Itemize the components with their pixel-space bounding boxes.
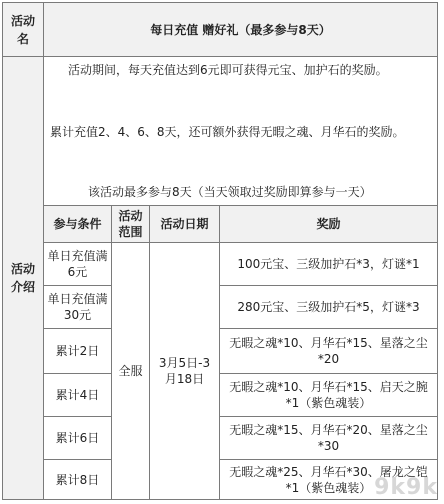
condition-cell-3: 累计2日 xyxy=(43,328,112,374)
intro-paragraph-1: 活动期间，每天充值达到6元即可获得元宝、加护石的奖励。 xyxy=(68,63,388,77)
reward-cell-1: 100元宝、三级加护石*3，灯谜*1 xyxy=(219,242,438,286)
header-label-cell xyxy=(2,2,44,57)
reward-cell-2: 280元宝、三级加护石*5，灯谜*3 xyxy=(219,285,438,329)
condition-cell-6: 累计8日 xyxy=(43,459,112,500)
condition-cell-4: 累计4日 xyxy=(43,373,112,417)
col-header-reward: 奖励 xyxy=(219,205,438,243)
header-title-cell xyxy=(43,2,438,57)
col-header-date: 活动日期 xyxy=(149,205,220,243)
condition-cell-1: 单日充值满6元 xyxy=(43,242,112,286)
intro-text-block xyxy=(43,56,438,206)
intro-paragraph-3: 该活动最多参与8天（当天领取过奖励即算参与一天） xyxy=(88,185,372,199)
event-table xyxy=(2,2,438,500)
reward-cell-4: 无暇之魂*10、月华石*15、启天之腕*1（紫色魂装） xyxy=(219,373,438,417)
intro-paragraph-2: 累计充值2、4、6、8天，还可额外获得无暇之魂、月华石的奖励。 xyxy=(50,125,405,139)
col-header-scope: 活动范围 xyxy=(111,205,150,243)
col-header-condition: 参与条件 xyxy=(43,205,112,243)
reward-cell-6: 无暇之魂*25、月华石*30、屠龙之铠*1（紫色魂装） xyxy=(219,459,438,500)
condition-cell-5: 累计6日 xyxy=(43,416,112,460)
reward-cell-5: 无暇之魂*15、月华石*20、星落之尘*30 xyxy=(219,416,438,460)
reward-cell-3: 无暇之魂*10、月华石*15、星落之尘*20 xyxy=(219,328,438,374)
scope-cell: 全服 xyxy=(111,242,150,500)
condition-cell-2: 单日充值满30元 xyxy=(43,285,112,329)
header-label: 活动名 xyxy=(10,13,35,46)
site-watermark: 9k9k xyxy=(374,475,438,500)
date-cell: 3月5日-3月18日 xyxy=(149,242,220,500)
section-label: 活动介绍 xyxy=(10,262,35,294)
section-label-cell xyxy=(2,56,44,500)
page-title: 每日充值 赠好礼（最多参与8天） xyxy=(150,22,331,37)
